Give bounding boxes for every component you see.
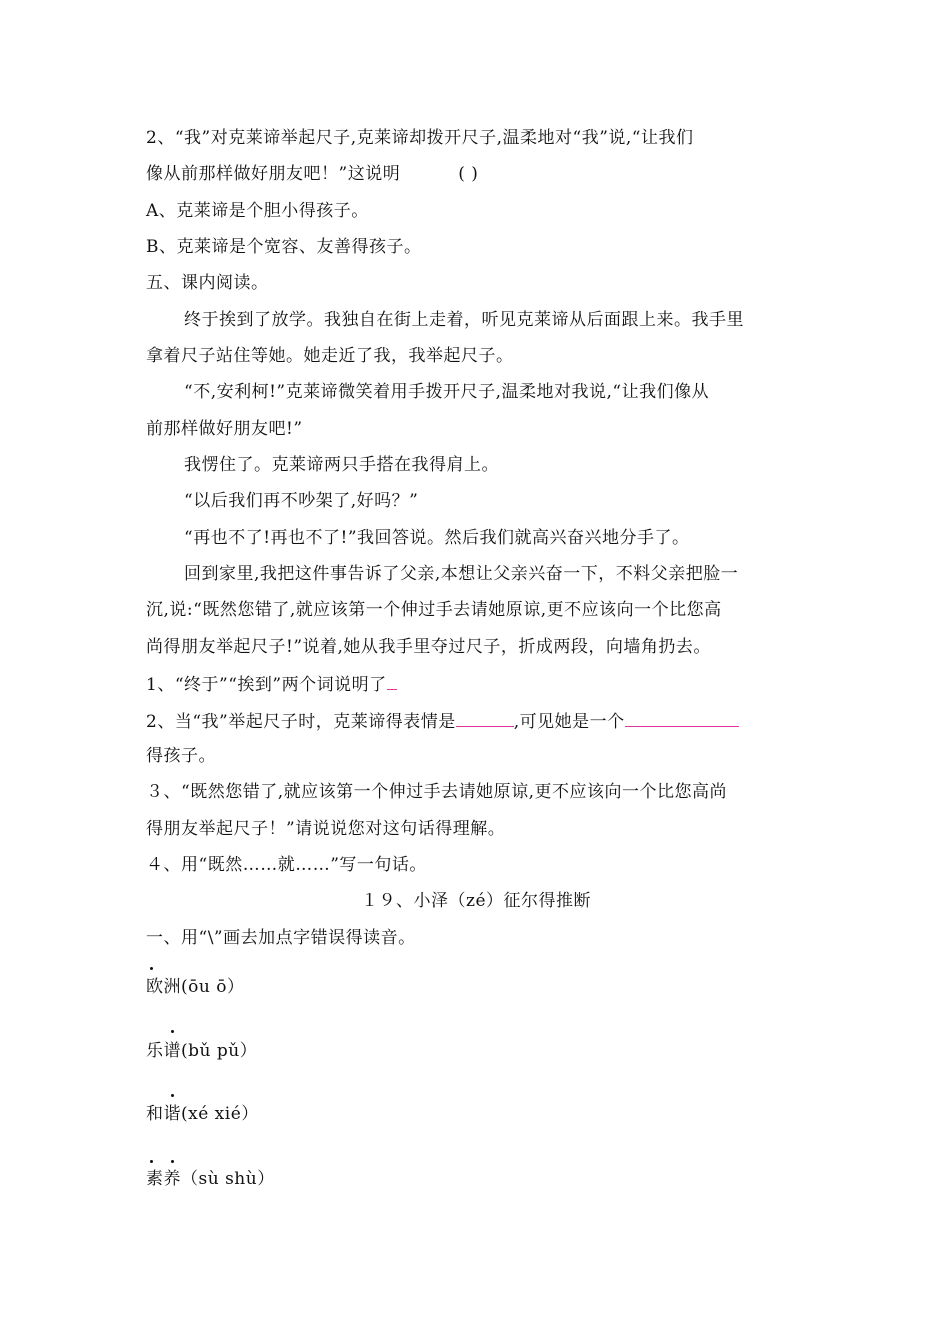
reading-question-2-text: 2、当“我”举起尺子时，克莱谛得表情是 [146, 712, 456, 732]
passage-p3: 我愣住了。克莱谛两只手搭在我得肩上。 [184, 455, 499, 475]
reading-question-1-text: 1、“终于”“挨到”两个词说明了 [146, 675, 387, 695]
question-2-stem: 像从前那样做好朋友吧！”这说明 [146, 164, 401, 184]
passage-p1-line-2: 拿着尺子站住等她。她走近了我，我举起尺子。 [146, 346, 514, 366]
pinyin-item-1: 欧洲(ōu ō） [146, 977, 245, 997]
passage-p6-line-1: 回到家里,我把这件事告诉了父亲,本想让父亲兴奋一下，不料父亲把脸一 [184, 564, 739, 584]
question-2-line-1: 2、“我”对克莱谛举起尺子,克莱谛却拨开尺子,温柔地对“我”说,“让我们 [146, 128, 694, 148]
passage-p1-line-1: 终于挨到了放学。我独自在街上走着，听见克莱谛从后面跟上来。我手里 [184, 310, 744, 330]
reading-question-3-line-2: 得朋友举起尺子！”请说说您对这句话得理解。 [146, 819, 506, 839]
passage-p4: “以后我们再不吵架了,好吗？” [184, 491, 419, 511]
passage-p6-line-2: 沉,说:“既然您错了,就应该第一个伸过手去请她原谅,更不应该向一个比您高 [146, 600, 722, 620]
lesson-19-title: １９、小泽（zé）征尔得推断 [360, 891, 592, 911]
emphasis-dot [150, 1160, 153, 1163]
reading-question-1 [146, 671, 806, 697]
passage-p2-line-1: “不,安利柯!”克莱谛微笑着用手拨开尺子,温柔地对我说,“让我们像从 [184, 382, 710, 402]
pinyin-item-2: 乐谱(bǔ pǔ） [146, 1041, 258, 1061]
emphasis-dot [171, 1094, 174, 1097]
emphasis-dot [171, 1160, 174, 1163]
passage-p6-line-3: 尚得朋友举起尺子!”说着,她从我手里夺过尺子，折成两段，向墙角扔去。 [146, 637, 711, 657]
answer-blank-2a[interactable] [456, 708, 514, 727]
answer-blank-1[interactable] [387, 671, 397, 690]
reading-question-3-line-1: ３、“既然您错了,就应该第一个伸过手去请她原谅,更不应该向一个比您高尚 [146, 782, 727, 802]
option-b: B、克莱谛是个宽容、友善得孩子。 [146, 237, 422, 257]
answer-parentheses: ( ) [458, 164, 479, 184]
section-5-heading: 五、课内阅读。 [146, 273, 269, 293]
answer-blank-2b[interactable] [625, 708, 739, 727]
reading-question-2 [146, 708, 806, 734]
reading-question-4: ４、用“既然……就……”写一句话。 [146, 855, 427, 875]
reading-question-2-middle: ,可见她是一个 [513, 712, 625, 732]
passage-p2-line-2: 前那样做好朋友吧!” [146, 419, 303, 439]
reading-question-2-end: 得孩子。 [146, 746, 216, 766]
pinyin-item-3: 和谐(xé xié） [146, 1104, 259, 1124]
question-2-line-2 [146, 162, 806, 186]
emphasis-dot [171, 1030, 174, 1033]
option-a: A、克莱谛是个胆小得孩子。 [146, 201, 369, 221]
lesson-19-heading: 一、用“\”画去加点字错误得读音。 [146, 928, 416, 948]
passage-p5: “再也不了!再也不了!”我回答说。然后我们就高兴奋兴地分手了。 [184, 528, 690, 548]
pinyin-item-4: 素养（sù shù） [146, 1169, 275, 1189]
emphasis-dot [150, 967, 153, 970]
